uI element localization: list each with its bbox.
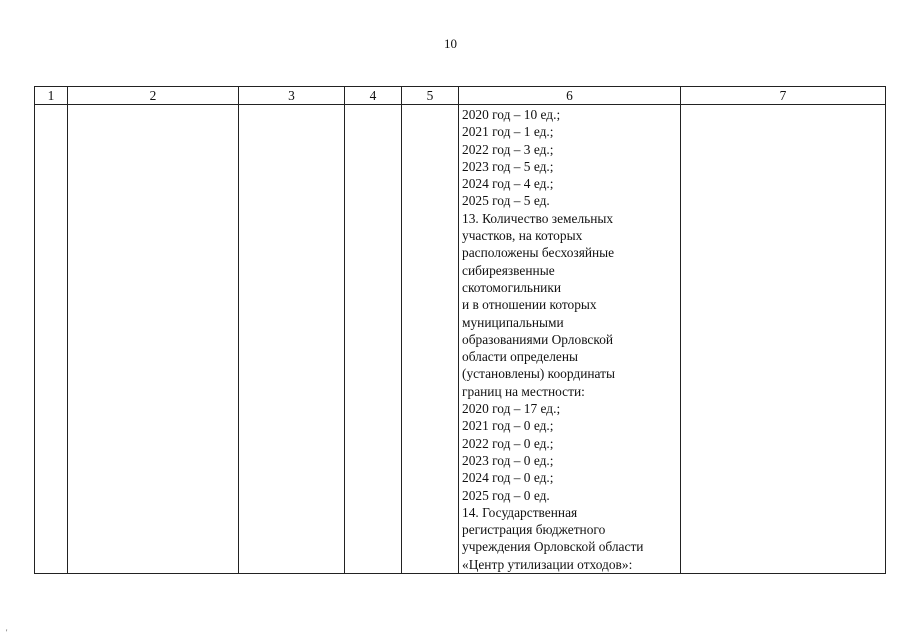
page-number: 10 xyxy=(444,36,457,51)
column-header-4: 4 xyxy=(345,87,402,105)
text-line: 2023 год – 5 ед.; xyxy=(462,158,554,174)
text-line: регистрация бюджетного xyxy=(462,522,606,538)
text-line: 2022 год – 0 ед.; xyxy=(462,435,554,451)
text-line: 2025 год – 5 ед. xyxy=(462,193,550,209)
text-line: (установлены) координаты xyxy=(462,366,615,382)
text-line: учреждения Орловской области xyxy=(462,539,644,555)
text-line: скотомогильники xyxy=(462,279,562,295)
text-line: расположены бесхозяйные xyxy=(462,245,615,261)
text-line: участков, на которых xyxy=(462,228,583,244)
text-line: муниципальными xyxy=(462,314,564,330)
table-header-row xyxy=(35,87,886,105)
indicator-text xyxy=(459,105,680,573)
column-header-6: 6 xyxy=(459,87,681,105)
column-header-1: 1 xyxy=(35,87,68,105)
text-line: 2021 год – 0 ед.; xyxy=(462,418,554,434)
cell-col-3 xyxy=(239,105,345,574)
column-header-5: 5 xyxy=(402,87,459,105)
column-header-2: 2 xyxy=(68,87,239,105)
column-header-7: 7 xyxy=(681,87,886,105)
table-row xyxy=(35,105,886,574)
cell-col-1 xyxy=(35,105,68,574)
text-line: 2024 год – 4 ед.; xyxy=(462,176,554,192)
column-header-3: 3 xyxy=(239,87,345,105)
text-line: 13. Количество земельных xyxy=(462,210,614,226)
text-line: 2025 год – 0 ед. xyxy=(462,487,550,503)
text-line: образованиями Орловской xyxy=(462,331,614,347)
text-line: 2022 год – 3 ед.; xyxy=(462,141,554,157)
text-line: области определены xyxy=(462,349,578,365)
cell-col-7 xyxy=(681,105,886,574)
text-line: 2020 год – 17 ед.; xyxy=(462,401,561,417)
text-line: 2023 год – 0 ед.; xyxy=(462,452,554,468)
cell-col-4 xyxy=(345,105,402,574)
text-line: сибиреязвенные xyxy=(462,262,555,278)
scan-mark: ' xyxy=(6,628,8,637)
text-line: 2021 год – 1 ед.; xyxy=(462,124,554,140)
document-table xyxy=(34,86,886,574)
text-line: «Центр утилизации отходов»: xyxy=(462,556,633,572)
cell-col-6 xyxy=(459,105,681,574)
cell-col-2 xyxy=(68,105,239,574)
text-line: границ на местности: xyxy=(462,383,585,399)
text-line: 14. Государственная xyxy=(462,504,578,520)
text-line: 2024 год – 0 ед.; xyxy=(462,470,554,486)
text-line: 2020 год – 10 ед.; xyxy=(462,107,561,122)
cell-col-5 xyxy=(402,105,459,574)
text-line: и в отношении которых xyxy=(462,297,597,313)
